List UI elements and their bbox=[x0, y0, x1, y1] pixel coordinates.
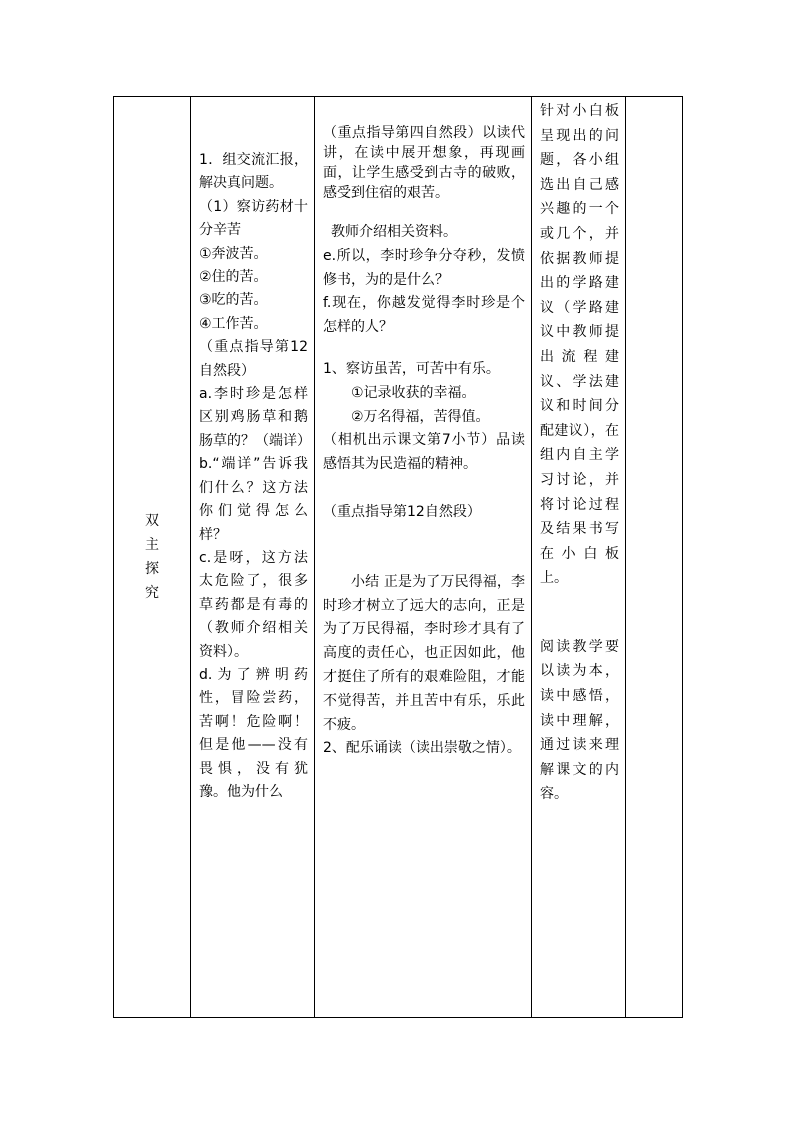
teacher-guidance-cell bbox=[315, 97, 532, 1018]
activity-line: 1．组交流汇报，解决真问题。 bbox=[199, 152, 308, 192]
student-activity-cell bbox=[191, 97, 315, 1018]
notes-cell bbox=[626, 97, 683, 1018]
guidance-paragraph: 1、察访虽苦，可苦中有乐。 bbox=[323, 360, 500, 377]
activity-line: c.是呀，这方法太危险了，很多草药都是有毒的（教师介绍相关资料）。 bbox=[199, 549, 308, 660]
activity-line: ②住的苦。 bbox=[199, 269, 268, 286]
activity-line: a.李时珍是怎样区别鸡肠草和鹅肠草的？（端详） bbox=[199, 386, 311, 449]
activity-line: ①奔波苦。 bbox=[199, 245, 268, 262]
guidance-paragraph: （重点指导第四自然段）以读代讲，在读中展开想象，再现画面，让学生感受到古寺的破败，感受到住宿的艰苦。 bbox=[323, 125, 525, 201]
guidance-paragraph: 小结 正是为了万民得福，李时珍才树立了远大的志向，正是为了万民得福，李时珍才具有了高度的责任心，也正因如此，他才挺住了所有的艰难险阻，才能不觉得苦，并且苦中有乐，乐此不疲。 bbox=[323, 573, 525, 733]
intent-paragraph: 阅读教学要以读为本，读中感悟，读中理解，通过读来理解课文的内容。 bbox=[540, 638, 619, 803]
lesson-plan-table bbox=[113, 96, 683, 1018]
activity-line: d.为了辨明药性，冒险尝药，苦啊！危险啊！但是他——没有畏惧，没有犹豫。他为什么 bbox=[199, 666, 308, 800]
guidance-paragraph: ①记录收获的幸福。 bbox=[351, 384, 476, 401]
guidance-paragraph: ②万名得福，苦得值。 bbox=[351, 408, 490, 425]
guidance-paragraph: （相机出示课文第7小节）品读感悟其为民造福的精神。 bbox=[323, 432, 525, 473]
activity-line: ③吃的苦。 bbox=[199, 292, 268, 309]
guidance-paragraph: e.所以，李时珍争分夺秒，发愤修书，为的是什么？ bbox=[323, 247, 525, 288]
stage-label: 双主探究 bbox=[145, 513, 159, 601]
guidance-paragraph: （重点指导第12自然段） bbox=[323, 503, 481, 520]
guidance-paragraph: 教师介绍相关资料。 bbox=[331, 224, 457, 240]
guidance-paragraph: 2、配乐诵读（读出崇敬之情）。 bbox=[323, 740, 521, 757]
activity-line: （重点指导第12自然段） bbox=[199, 339, 308, 379]
design-intent-cell bbox=[532, 97, 626, 1018]
guidance-paragraph: f.现在，你越发觉得李时珍是个怎样的人？ bbox=[323, 295, 525, 336]
intent-paragraph: 针对小白板呈现出的问题，各小组选出自己感兴趣的一个或几个，并依据教师提出的学路建议（学路建议中教师提出流程建议、学法建议和时间分配建议），在组内自主学习讨论，并将讨论过程及结果书写在小白板上。 bbox=[540, 103, 619, 587]
stage-cell bbox=[114, 97, 191, 1018]
table-row bbox=[114, 97, 683, 1018]
activity-line: ④工作苦。 bbox=[199, 315, 268, 332]
activity-line: b.“端详”告诉我们什么？这方法你们觉得怎么样？ bbox=[199, 456, 308, 543]
activity-line: （1）察访药材十分辛苦 bbox=[199, 198, 308, 239]
